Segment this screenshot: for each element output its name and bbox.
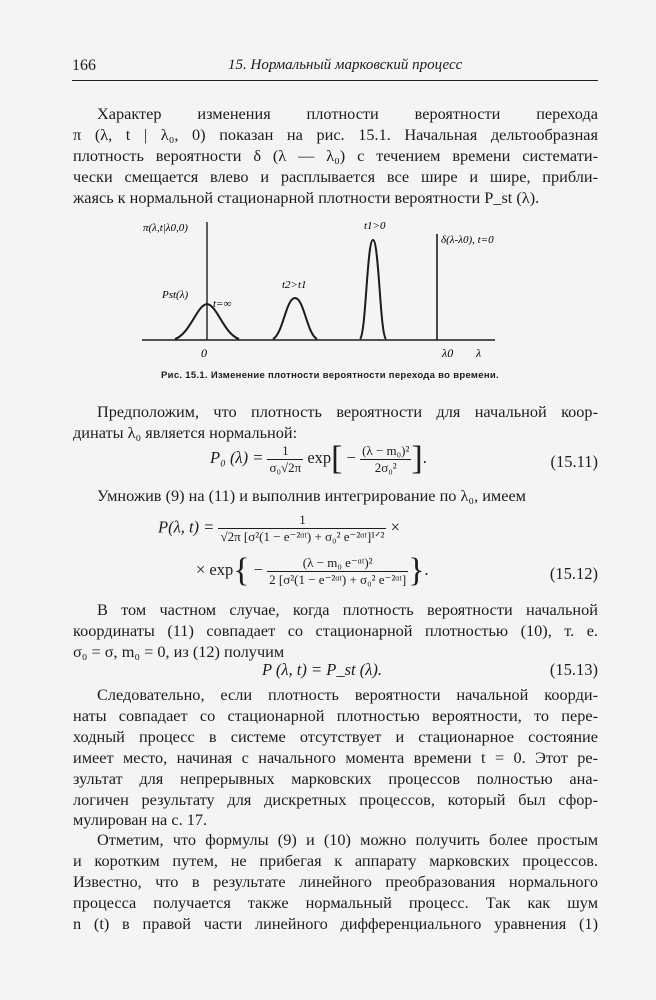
delta-label: δ(λ-λ0), t=0 — [441, 234, 494, 246]
exponent-fraction — [360, 443, 411, 476]
text-line: динаты λ₀ является нормальной: — [73, 422, 298, 442]
fraction-numerator: 1 — [218, 512, 386, 529]
fraction-denominator: σ₀√2π — [269, 459, 302, 475]
eq-fraction — [218, 512, 386, 545]
text-line: жаясь к нормальной стационарной плотности вероятности P_st (λ). — [73, 187, 540, 207]
origin-label: 0 — [201, 346, 207, 360]
text-line: имеет место, начиная с начального момента времени t = 0. Этот ре- — [73, 747, 598, 767]
text-line: Предположим, что плотность вероятности для начальной коор- — [97, 402, 598, 421]
exp-function: exp — [307, 447, 332, 467]
fraction-numerator: (λ − m₀)² — [362, 442, 410, 458]
density-curve-t1 — [360, 240, 386, 339]
text-line: процесса получается также нормальный процесс. Так как шум — [73, 892, 598, 912]
lambda0-label: λ0 — [442, 346, 454, 360]
text-line: наты совпадает со стационарной плотностью вероятности, то пере- — [73, 705, 598, 725]
fraction-numerator: 1 — [267, 443, 303, 460]
text-line: Следовательно, если плотность вероятности начальной коорди- — [97, 685, 598, 704]
paragraph-3 — [73, 486, 598, 507]
density-curve-t2 — [273, 298, 317, 339]
t1-label: t1>0 — [364, 220, 386, 232]
lambda-label: λ — [476, 346, 482, 360]
running-title: 15. Нормальный марковский процесс — [228, 57, 463, 73]
text-line: логичен результату для дискретных процессов, который был сфор- — [73, 789, 598, 809]
fraction-denominator: √2π [σ²(1 − e⁻²ᵅᵗ) + σ₀² e⁻²ᵅᵗ]¹ᐟ² — [220, 529, 385, 544]
text-line: ходный процесс в системе отсутствует и стационарное состояние — [73, 726, 598, 746]
text-line: зультат для непрерывных марковских процессов полностью ана- — [73, 768, 598, 788]
eq-lhs: P(λ, t) = — [158, 517, 215, 537]
pst-label: Pst(λ) — [162, 289, 189, 301]
text-line: и коротким путем, не прибегая к аппарату марковских процессов. — [73, 850, 598, 870]
text-line: Характер изменения плотности вероятности перехода — [97, 104, 598, 123]
equation-15-11: P₀ (λ) = $\frac{1}{\text{σ₀√2π}}$ exp[ − $\frac{\text{(λ − m₀)²}}{\text{2σ₀²}}$ ]. — [210, 440, 427, 477]
page-header — [72, 54, 598, 81]
text-line: координаты (11) совпадает со стационарной плотностью (10), т. е. — [73, 620, 598, 640]
exponent-fraction — [267, 555, 408, 588]
eq-lhs: P₀ (λ) = — [210, 447, 264, 467]
text-line: В том частном случае, когда плотность вероятности начальной — [97, 600, 598, 619]
equation-number-15-13: (15.13) — [549, 660, 598, 679]
y-axis-label: π(λ,t|λ0,0) — [143, 222, 188, 234]
text-line: π (λ, t | λ₀, 0) показан на рис. 15.1. Начальная дельтообразная — [73, 124, 598, 144]
equation-number-15-12: (15.12) — [549, 564, 598, 583]
text-line: чески смещается влево и расплывается все шире и шире, прибли- — [73, 166, 598, 186]
t-infinity-label: t=∞ — [213, 298, 232, 310]
t2-label: t2>t1 — [282, 279, 307, 291]
paragraph-1 — [73, 104, 598, 209]
figure-15-1 — [140, 212, 520, 362]
text-line: Умножив (9) на (11) и выполнив интегрирование по λ₀, имеем — [97, 486, 526, 505]
equation-15-12-line-2: × exp{ − $\frac{\text{(λ − m₀ e⁻ᵅᵗ)²}}{\text{2 [σ²(1 − e⁻²ᵅᵗ) + σ₀² e⁻²ᵅᵗ]}}$ }. — [196, 552, 429, 589]
exp-function: × exp — [196, 559, 234, 579]
page-number: 166 — [72, 57, 96, 74]
eq-fraction — [267, 443, 303, 476]
figure-caption: Рис. 15.1. Изменение плотности вероятности перехода во времени. — [161, 370, 499, 381]
paragraph-4 — [73, 600, 598, 663]
text-line: мулирован на с. 17. — [73, 810, 208, 830]
paragraph-5 — [73, 685, 598, 831]
paragraph-6 — [73, 830, 598, 935]
text-line: Известно, что в результате линейного преобразования нормального — [73, 871, 598, 891]
times-sign: × — [390, 517, 400, 537]
fraction-denominator: 2σ₀² — [374, 459, 397, 475]
text-line: σ₀ = σ, m₀ = 0, из (12) получим — [73, 641, 285, 661]
text-line: n (t) в правой части линейного дифференциального уравнения (1) — [73, 913, 598, 933]
paragraph-2 — [73, 402, 598, 444]
equation-number-15-11: (15.11) — [550, 452, 598, 471]
text-line: Отметим, что формулы (9) и (10) можно получить более простым — [97, 830, 598, 849]
fraction-denominator: 2 [σ²(1 − e⁻²ᵅᵗ) + σ₀² e⁻²ᵅᵗ] — [269, 571, 407, 587]
fraction-numerator: (λ − m₀ e⁻ᵅᵗ)² — [267, 555, 408, 572]
equation-15-12-line-1 — [158, 512, 400, 545]
equation-15-13: P (λ, t) = P_st (λ). — [262, 660, 382, 679]
text-line: плотность вероятности δ (λ — λ₀) с течением времени системати- — [73, 145, 598, 165]
